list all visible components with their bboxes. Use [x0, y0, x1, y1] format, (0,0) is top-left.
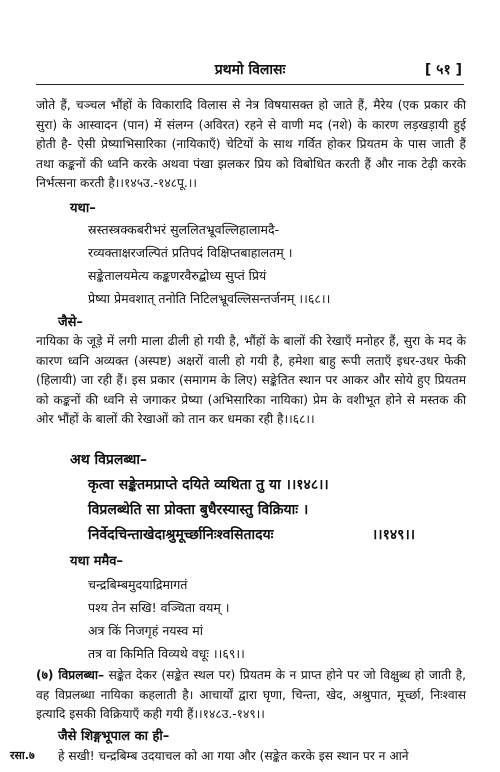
last-line: हे सखी! चन्द्रबिम्ब उदयाचल को आ गया और (सङ्केत करके इस स्थान पर न आने: [58, 749, 409, 763]
verse-1-line-4: प्रेष्या प्रेमवशात् तनोति निटिलभ्रूवल्लिसन्तर्जनम् ।।६८।।: [88, 291, 331, 306]
verse-2-line-1: कृत्वा सङ्केतमप्राप्ते दयिते व्यथिता तु या ।।१४८।।: [88, 477, 329, 493]
verse-1-line-2: रव्यक्ताक्षरजल्पितं प्रतिपदं विक्षिप्तबाहालतम् ।: [88, 245, 293, 260]
heading-yatha-1: यथा–: [70, 201, 96, 216]
verse-2-number: ।।१४९।।: [372, 527, 416, 543]
margin-note: रसा.७: [10, 749, 35, 762]
verse-1-line-3: सङ्केतालयमेत्य कङ्कणरवैरुद्बोध्य सुप्तं प्रियं: [88, 268, 267, 283]
heading-jaise-1: जैसे–: [58, 315, 83, 330]
header-rule: [36, 84, 464, 85]
verse-3-line-1: चन्द्रबिम्बमुदयाद्रिमागतं: [88, 577, 188, 592]
paragraph-1: जोते हैं, चञ्चल भौंहों के विकारादि विलास से नेत्र विषयासक्त हो जाते हैं, मैरेय (एक प्रकार की सुरा) के आस्वादन (पान) में संलग्न (अविरत) रहने से वाणी मद (नशे) के कारण लड़खड़ायी हुई होती है- ऐसी प्रेष्याभिसारिका (नायिकाएँ) चेटियों के साथ गर्वित होकर प्रियतम के पास जाती हैं तथा कङ्कनों की ध्वनि करके अथवा पंखा झलकर प्रिय को विबोधित करती हैं और नाक टेढ़ी करके निर्भत्सना करती है।।१४५उ.-१४८पू.।।: [36, 98, 466, 190]
page-number: [ ५१ ]: [424, 62, 462, 78]
heading-vipralabdha: अथ विप्रलब्धा–: [70, 452, 148, 468]
paragraph-3-lead: (७) विप्रलब्धा–: [36, 668, 105, 682]
paragraph-3-text: सङ्केत देकर (सङ्केत स्थल पर) प्रियतम के न प्राप्त होने पर जो विक्षुब्ध हो जाती है, वह विप्रलब्धा नायिका कहलाती है। आचार्यों द्वारा घृणा, चिन्ता, खेद, अश्रुपात, मूर्च्छा, निःश्वास इत्यादि इसकी विक्रियाएँ कही गयी हैं।।१४८उ.-१४९।।: [36, 668, 466, 721]
verse-1-line-1: स्रस्तस्त्रक्कबरीभरं सुललितभ्रूवल्लिहालामदै-: [88, 222, 280, 237]
page-title: प्रथमो विलासः: [214, 62, 286, 78]
verse-3-line-2: पश्य तेन सखि! वञ्चिता वयम् ।: [88, 600, 230, 615]
heading-yatha-mamaiva: यथा ममैव–: [70, 554, 124, 569]
heading-shinga: जैसे शिङ्गभूपाल का ही–: [58, 729, 170, 744]
verse-2-line-3: निर्वेदचिन्ताखेदाश्रुमूर्च्छानिःश्वसितादयः: [88, 527, 274, 543]
verse-2-line-2: विप्रलब्धेति सा प्रोक्ता बुधैरस्यास्तु विक्रियाः ।: [88, 502, 309, 518]
paragraph-3: [36, 666, 466, 725]
verse-3-line-4: तत्र वा किमिति विव्यथे वधूः ।।६९।।: [88, 646, 245, 661]
paragraph-2: नायिका के जूड़े में लगी माला ढीली हो गयी है, भौंहों के बालों की रेखाएँ मनोहर हैं, सुरा के मद के कारण ध्वनि अव्यक्त (अस्पष्ट) अक्षरों वाली हो गयी है, हमेशा बाहु रूपी लताएँ इधर-उधर फेकी (हिलायी) जा रही हैं। इस प्रकार (समागम के लिए) सङ्केतित स्थान पर आकर और सोये हुए प्रियतम को कङ्कनों की ध्वनि से जगाकर प्रेष्या (अभिसारिका नायिका) प्रेम के वशीभूत होने से मस्तक की ओर भौंहों के बालों की रेखाओं को तान कर धमका रही है।।६८।।: [36, 334, 466, 426]
verse-3-line-3: अत्र किं निजगृहं नयस्व मां: [88, 623, 204, 638]
